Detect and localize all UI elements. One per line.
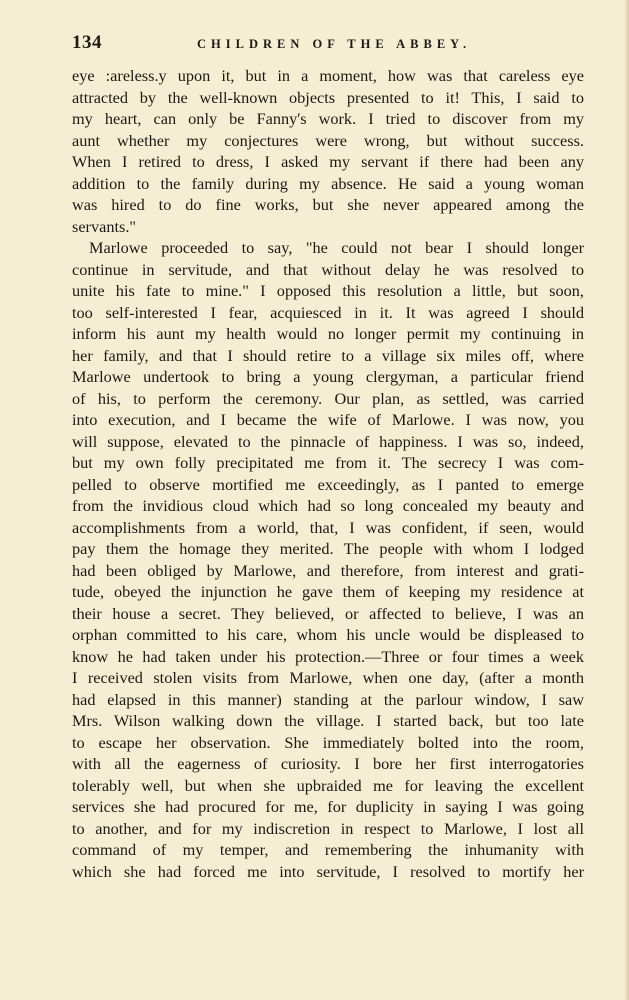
text-line: eye :areless.y upon it, but in a moment, how was that careless eye bbox=[72, 66, 584, 85]
text-line: Marlowe undertook to bring a young clergyman, a particular friend bbox=[72, 367, 584, 386]
text-line: Marlowe proceeded to say, "he could not bear I should longer bbox=[89, 238, 584, 257]
page-edge-shadow bbox=[624, 0, 629, 1000]
text-line: servants." bbox=[72, 216, 137, 236]
text-line: had elapsed in this manner) standing at the parlour window, I saw bbox=[72, 689, 584, 709]
text-line: which she had forced me into servitude, I resolved to mortify her bbox=[72, 861, 584, 881]
text-line: services she had procured for me, for duplicity in saying I was going bbox=[72, 797, 584, 816]
text-line: but my own folly precipitated me from it. The secrecy I was com- bbox=[72, 453, 584, 472]
text-line: unite his fate to mine." I opposed this resolution a little, but soon, bbox=[72, 281, 584, 300]
text-line: my heart, can only be Fanny's work. I tried to discover from my bbox=[72, 109, 584, 128]
text-line: into execution, and I became the wife of Marlowe. I was now, you bbox=[72, 410, 584, 429]
body-text bbox=[72, 65, 584, 882]
text-line: pelled to observe mortified me exceedingly, as I panted to emerge bbox=[72, 474, 584, 494]
text-line: Mrs. Wilson walking down the village. I started back, but too late bbox=[72, 711, 584, 730]
running-head: CHILDREN OF THE ABBEY. bbox=[197, 37, 472, 51]
text-line: their house a secret. They believed, or affected to believe, I was an bbox=[72, 603, 584, 623]
text-line: command of my temper, and remembering the inhumanity with bbox=[72, 840, 584, 859]
text-line: from the invidious cloud which had so long concealed my beauty and bbox=[72, 496, 584, 515]
text-line: tude, obeyed the injunction he gave them of keeping my residence at bbox=[72, 582, 584, 601]
text-line: was hired to do fine works, but she never appeared among the bbox=[72, 195, 584, 214]
text-line: inform his aunt my health would no longer permit my continuing in bbox=[72, 324, 584, 343]
text-line: When I retired to dress, I asked my servant if there had been any bbox=[72, 152, 584, 171]
text-line: attracted by the well-known objects presented to it! This, I said to bbox=[72, 87, 584, 107]
text-line: pay them the homage they merited. The people with whom I lodged bbox=[72, 539, 584, 558]
text-line: accomplishments from a world, that, I was confident, if seen, would bbox=[72, 517, 584, 537]
text-line: her family, and that I should retire to a village six miles off, where bbox=[72, 345, 584, 365]
page-header bbox=[72, 28, 582, 52]
page-number: 134 bbox=[72, 32, 102, 53]
text-line: to escape her observation. She immediately bolted into the room, bbox=[72, 732, 584, 752]
text-line: orphan committed to his care, whom his uncle would be displeased to bbox=[72, 625, 584, 644]
text-line: with all the eagerness of curiosity. I bore her first interrogatories bbox=[72, 754, 584, 773]
text-line: will suppose, elevated to the pinnacle of happiness. I was so, indeed, bbox=[72, 431, 584, 451]
text-line: know he had taken under his protection.—Three or four times a week bbox=[72, 646, 584, 666]
text-line: had been obliged by Marlowe, and therefore, from interest and grati- bbox=[72, 560, 584, 580]
text-line: too self-interested I fear, acquiesced in it. It was agreed I should bbox=[72, 302, 584, 322]
text-line: continue in servitude, and that without delay he was resolved to bbox=[72, 259, 584, 279]
text-line: addition to the family during my absence. He said a young woman bbox=[72, 173, 584, 193]
text-line: aunt whether my conjectures were wrong, but without success. bbox=[72, 130, 584, 150]
text-line: I received stolen visits from Marlowe, when one day, (after a month bbox=[72, 668, 584, 687]
text-line: to another, and for my indiscretion in respect to Marlowe, I lost all bbox=[72, 818, 584, 838]
text-line: tolerably well, but when she upbraided me for leaving the excellent bbox=[72, 775, 584, 795]
text-line: of his, to perform the ceremony. Our plan, as settled, was carried bbox=[72, 388, 584, 408]
